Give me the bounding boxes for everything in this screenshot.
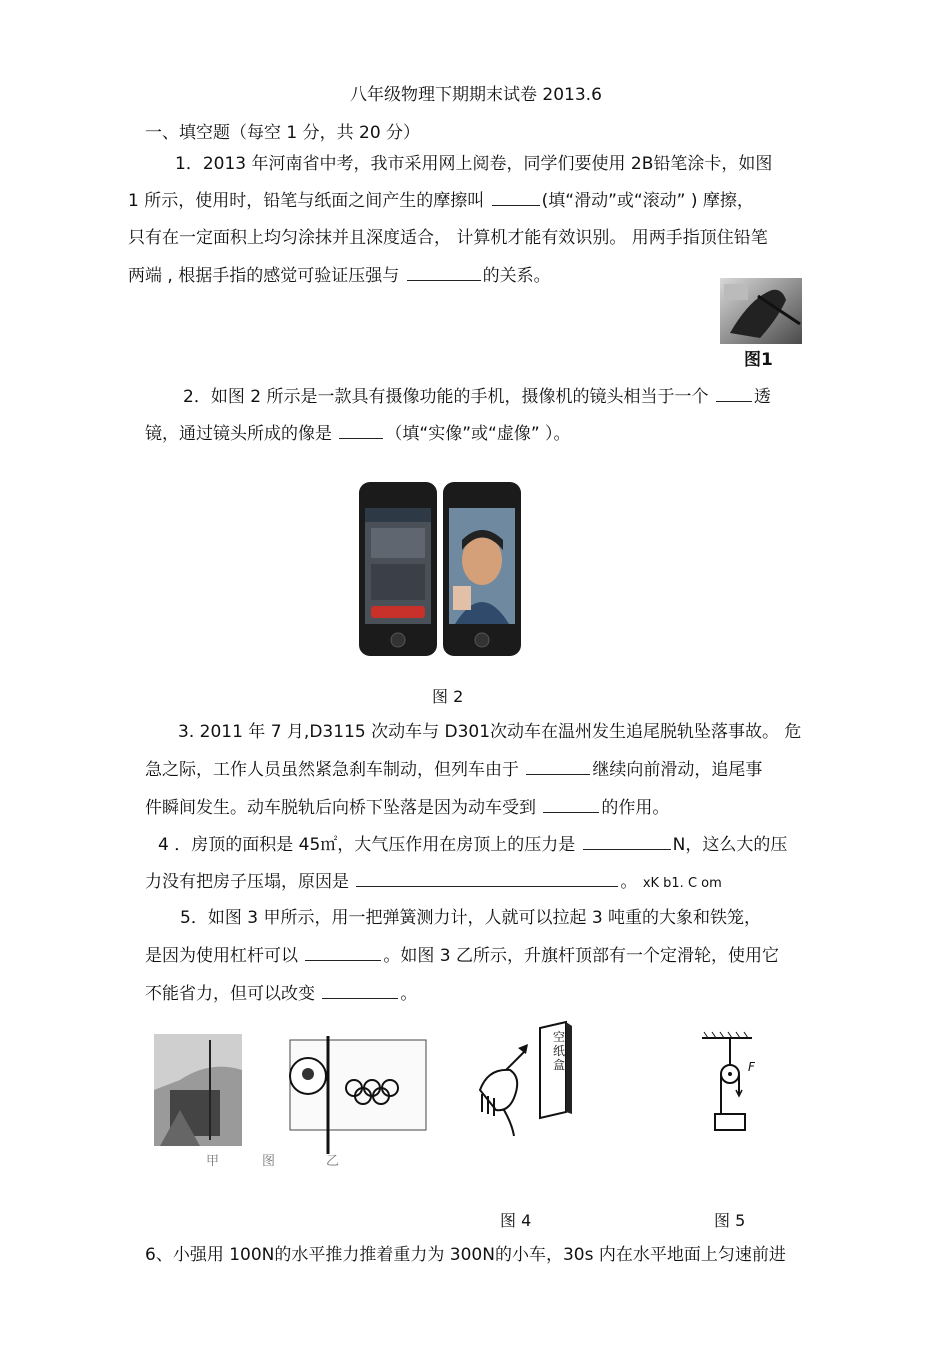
q5-line-3	[145, 982, 417, 1005]
fig3-label-tu: 图	[262, 1154, 276, 1169]
q2-line-1-b: 透	[753, 387, 771, 407]
q5-line-1: 5．如图 3 甲所示，用一把弹簧测力计，人就可以拉起 3 吨重的大象和铁笼，	[180, 908, 762, 928]
box-label: 空纸盒	[552, 1030, 565, 1072]
q4-blank-1[interactable]	[583, 833, 671, 850]
section-heading: 一、填空题（每空 1 分，共 20 分）	[145, 123, 421, 143]
fig4-caption: 图 4	[500, 1211, 532, 1230]
watermark-text: xK b1. C om	[642, 876, 722, 891]
page-title: 八年级物理下期期末试卷 2013.6	[350, 85, 602, 105]
q4-line-1	[158, 833, 787, 856]
q5-line-2-a: 是因为使用杠杆可以	[145, 946, 304, 966]
q1-blank-2[interactable]	[407, 264, 481, 281]
fig5-caption: 图 5	[714, 1211, 746, 1230]
q1-line-2	[128, 189, 754, 212]
q5-line-2-b: 。如图 3 乙所示，升旗杆顶部有一个定滑轮，使用它	[383, 946, 780, 966]
fig5-pulley-drawing	[698, 1030, 768, 1140]
q2-line-1	[183, 385, 771, 408]
q4-line-2	[145, 870, 722, 895]
q2-line-2	[145, 422, 571, 445]
q3-blank-2[interactable]	[543, 796, 599, 813]
q5-line-3-a: 不能省力，但可以改变	[145, 984, 321, 1004]
q4-line-2-a: 力没有把房子压塌，原因是	[145, 872, 355, 892]
q1-line-2-b: (填“滑动”或“滚动” ) 摩擦，	[541, 191, 754, 211]
fig3-elephant-flag-photo	[150, 1030, 435, 1160]
q5-line-2	[145, 944, 779, 967]
q5-blank-2[interactable]	[322, 982, 398, 999]
q6-line-1: 6、小强用 100N的水平推力推着重力为 300N的小车，30s 内在水平地面上匀速前进	[145, 1245, 786, 1265]
q1-line-4	[128, 264, 551, 287]
q1-line-2-a: 1 所示，使用时，铅笔与纸面之间产生的摩擦叫	[128, 191, 490, 211]
fig3-label-yi: 乙	[326, 1154, 340, 1169]
q3-line-2-a: 急之际，工作人员虽然紧急刹车制动，但列车由于	[145, 760, 525, 780]
q4-line-1-b: N，这么大的压	[672, 835, 788, 855]
q3-line-3-a: 件瞬间发生。动车脱轨后向桥下坠落是因为动车受到	[145, 798, 542, 818]
fig1-pencil-photo	[720, 278, 802, 344]
q3-line-2	[145, 758, 762, 781]
q3-line-3-b: 的作用。	[601, 798, 670, 818]
q1-line-1: 1．2013 年河南省中考，我市采用网上阅卷，同学们要使用 2B铅笔涂卡，如图	[175, 154, 773, 174]
q2-line-1-a: 2．如图 2 所示是一款具有摄像功能的手机，摄像机的镜头相当于一个	[183, 387, 714, 407]
q2-blank-2[interactable]	[339, 422, 383, 439]
q1-blank-1[interactable]	[492, 189, 540, 206]
force-label: F	[748, 1060, 755, 1074]
q5-line-3-b: 。	[400, 984, 418, 1004]
q2-blank-1[interactable]	[716, 385, 752, 402]
q3-blank-1[interactable]	[526, 758, 590, 775]
q3-line-3	[145, 796, 669, 819]
q4-blank-2[interactable]	[356, 870, 618, 887]
q4-line-1-a: 4 ．房顶的面积是 45㎡，大气压作用在房顶上的压力是	[158, 835, 581, 855]
q2-line-2-a: 镜，通过镜头所成的像是	[145, 424, 338, 444]
fig2-caption: 图 2	[432, 687, 464, 706]
q1-line-4-a: 两端 , 根据手指的感觉可验证压强与	[128, 266, 405, 286]
q1-line-4-b: 的关系。	[482, 266, 551, 286]
q5-blank-1[interactable]	[305, 944, 381, 961]
fig3-label-jia: 甲	[206, 1154, 220, 1169]
fig1-caption: 图1	[744, 350, 773, 370]
q3-line-2-b: 继续向前滑动，追尾事	[592, 760, 763, 780]
q1-line-3: 只有在一定面积上均匀涂抹并且深度适合， 计算机才能有效识别。 用两手指顶住铅笔	[128, 228, 768, 248]
q3-line-1: 3. 2011 年 7 月,D3115 次动车与 D301次动车在温州发生追尾脱轨坠落事故。 危	[178, 722, 802, 742]
q2-line-2-b: （填“实像”或“虚像” ）。	[385, 424, 571, 444]
q4-line-2-b: 。	[620, 872, 638, 892]
fig2-phones-photo	[357, 480, 523, 660]
